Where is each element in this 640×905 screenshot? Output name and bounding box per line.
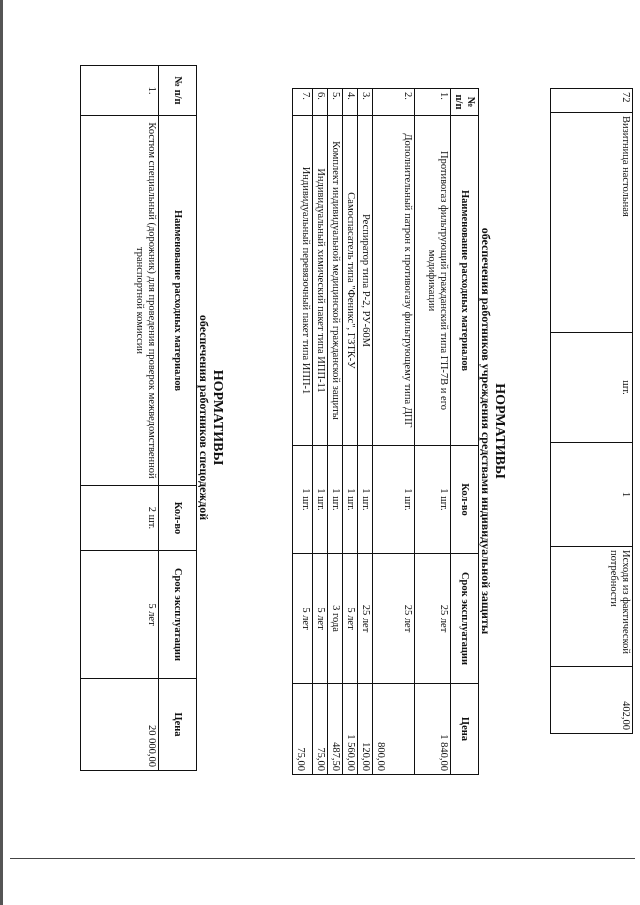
scan-edge-left (0, 0, 3, 905)
row-number: 2. (373, 89, 415, 116)
section-workwear-title: НОРМАТИВЫ (210, 369, 225, 466)
row-number: 1. (81, 66, 159, 116)
item-term: 25 лет (358, 554, 373, 684)
item-name: Костюм специальный (дорожник) для проведения проверок межведомственной транспортной комиссии (81, 116, 159, 486)
item-name: Визитница настольная (551, 113, 633, 333)
table-row (373, 89, 415, 775)
header-qty: Кол-во (159, 486, 197, 551)
row-number: 1. (415, 89, 451, 116)
table-row (81, 66, 159, 771)
row-number: 4. (343, 89, 358, 116)
item-price: 402,00 (551, 667, 633, 734)
scan-edge-bottom (10, 858, 635, 859)
item-qty: 2 шт. (81, 486, 159, 551)
header-num: № п/п (451, 89, 479, 116)
table-header-row (451, 89, 479, 775)
top-row-block (550, 88, 633, 734)
section-ppe-title: НОРМАТИВЫ (492, 383, 507, 479)
header-num: № п/п (159, 66, 197, 116)
table-header-row (159, 66, 197, 771)
table-row (313, 89, 328, 775)
item-term: 5 лет (313, 554, 328, 684)
item-price: 20 000,00 (81, 679, 159, 771)
item-term: 5 лет (293, 554, 313, 684)
header-term: Срок эксплуатации (159, 551, 197, 679)
item-term: 5 лет (81, 551, 159, 679)
ppe-table (292, 88, 479, 775)
section-workwear (80, 65, 225, 770)
item-price: 75,00 (313, 684, 328, 775)
top-row-table (550, 88, 633, 734)
item-name: Противогаз фильтрующий гражданский типа ГП-7В и его модификации (415, 116, 451, 446)
section-workwear-subtitle: обеспечения работников спецодеждой (197, 314, 211, 521)
header-price: Цена (451, 684, 479, 775)
item-qty: 1 шт. (343, 446, 358, 554)
section-ppe-subtitle: обеспечения работников учреждения средствами индивидуальной защиты (479, 227, 493, 635)
table-row (328, 89, 343, 775)
row-number: 3. (358, 89, 373, 116)
item-term: 5 лет (343, 554, 358, 684)
item-qty: 1 шт. (313, 446, 328, 554)
table-row (293, 89, 313, 775)
item-qty: 1 шт. (293, 446, 313, 554)
item-name: Комплект индивидуальной медицинской гражданской защиты (328, 116, 343, 446)
row-number: 7. (293, 89, 313, 116)
item-unit: шт. (551, 333, 633, 443)
item-qty: 1 шт. (328, 446, 343, 554)
item-name: Индивидуальный перевязочный пакет типа ИПП-1 (293, 116, 313, 446)
table-row (551, 89, 633, 734)
item-name: Респиратор типа Р-2, РУ-60М (358, 116, 373, 446)
row-number: 6. (313, 89, 328, 116)
table-row (415, 89, 451, 775)
item-name: Индивидуальный химический пакет типа ИПП-11 (313, 116, 328, 446)
item-price: 1 560,00 (343, 684, 358, 775)
item-qty: 1 шт. (373, 446, 415, 554)
table-row (358, 89, 373, 775)
row-number: 72 (551, 89, 633, 113)
item-price: 487,50 (328, 684, 343, 775)
item-qty: 1 шт. (358, 446, 373, 554)
item-price: 1 840,00 (415, 684, 451, 775)
header-name: Наименование расходных материалов (451, 116, 479, 446)
item-term: Исходя из фактической потребности (551, 547, 633, 667)
item-qty: 1 шт. (415, 446, 451, 554)
header-qty: Кол-во (451, 446, 479, 554)
item-qty: 1 (551, 443, 633, 547)
item-name: Самоспасатель типа "Феникс", ГЗТК-У (343, 116, 358, 446)
workwear-table (80, 65, 197, 771)
row-number: 5. (328, 89, 343, 116)
item-name: Дополнительный патрон к противогазу фильтрующему типа ДПГ (373, 116, 415, 446)
item-term: 25 лет (415, 554, 451, 684)
section-ppe (292, 88, 507, 774)
header-term: Срок эксплуатации (451, 554, 479, 684)
header-name: Наименование расходных материалов (159, 116, 197, 486)
table-row (343, 89, 358, 775)
header-price: Цена (159, 679, 197, 771)
item-term: 25 лет (373, 554, 415, 684)
item-price: 75,00 (293, 684, 313, 775)
item-price: 120,00 (358, 684, 373, 775)
item-price: 800,00 (373, 684, 415, 775)
item-term: 3 года (328, 554, 343, 684)
